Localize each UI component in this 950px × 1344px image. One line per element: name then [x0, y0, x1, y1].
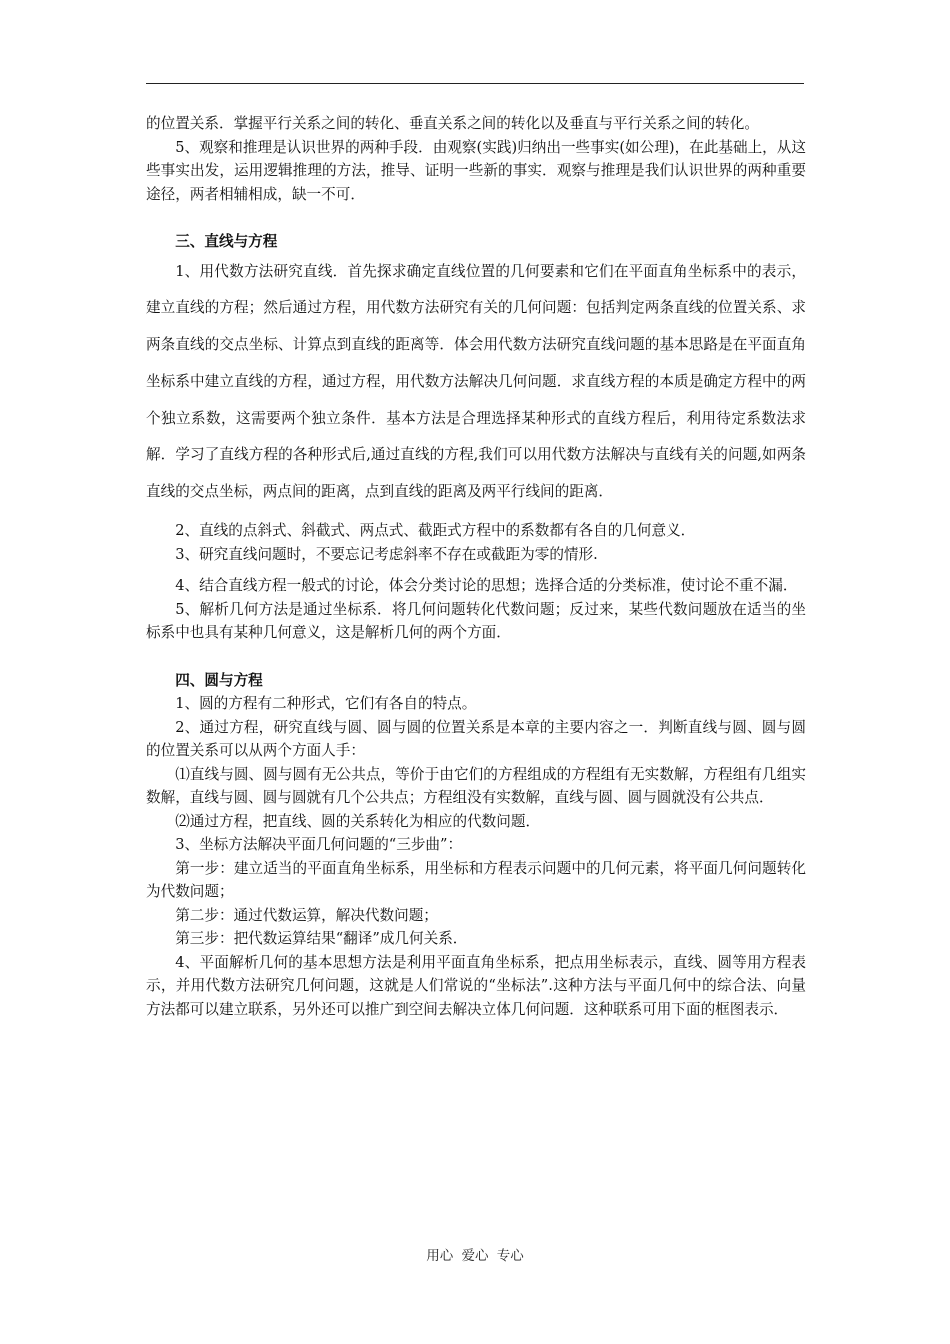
paragraph-sec4-p4: 4、平面解析几何的基本思想方法是利用平面直角坐标系，把点用坐标表示，直线、圆等用方程表示，并用代数方法研究几何问题，这就是人们常说的“坐标法”.这种方法与平面几何中的综合法、向量方法都可以建立联系，另外还可以推广到空间去解决立体几何问题．这种联系可用下面的框图表示． [146, 953, 806, 1018]
heading-line-and-equation: 三、直线与方程 [175, 233, 278, 250]
paragraph-sec4-p1: 1、圆的方程有二种形式，它们有各自的特点。 [175, 695, 477, 713]
paragraph-sec4-step1: 第一步：建立适当的平面直角坐标系，用坐标和方程表示问题中的几何元素，将平面几何问题转化为代数问题； [146, 859, 806, 901]
heading-circle-and-equation: 四、圆与方程 [175, 671, 263, 689]
paragraph-sec3-p1: 1、用代数方法研究直线．首先探求确定直线位置的几何要素和它们在平面直角坐标系中的表示，建立直线的方程；然后通过方程，用代数方法研究有关的几何问题：包括判定两条直线的位置关系、求两条直线的交点坐标、计算点到直线的距离等．体会用代数方法研究直线问题的基本思路是在平面直角坐标系中建立直线的方程，通过方程，用代数方法解决几何问题．求直线方程的本质是确定方程中的两个独立系数，这需要两个独立条件．基本方法是合理选择某种形式的直线方程后，利用待定系数法求解．学习了直线方程的各种形式后,通过直线的方程,我们可以用代数方法解决与直线有关的问题,如两条直线的交点坐标，两点间的距离，点到直线的距离及两平行线间的距离． [146, 262, 806, 501]
paragraph-sec4-p2b: ⑵通过方程，把直线、圆的关系转化为相应的代数问题． [175, 812, 541, 830]
paragraph-sec4-step3: 第三步：把代数运算结果“翻译”成几何关系． [175, 930, 468, 948]
paragraph-sec4-p2a: ⑴直线与圆、圆与圆有无公共点，等价于由它们的方程组成的方程组有无实数解，方程组有几组实数解，直线与圆、圆与圆就有几个公共点；方程组没有实数解，直线与圆、圆与圆就没有公共点． [146, 765, 806, 807]
paragraph-sec4-p2: 2、通过方程，研究直线与圆、圆与圆的位置关系是本章的主要内容之一．判断直线与圆、圆与圆的位置关系可以从两个方面人手： [146, 718, 806, 760]
paragraph-sec3-p5: 5、解析几何方法是通过坐标系．将几何问题转化代数问题；反过来，某些代数问题放在适当的坐标系中也具有某种几何意义，这是解析几何的两个方面． [146, 600, 806, 642]
paragraph-sec4-step2: 第二步：通过代数运算，解决代数问题； [175, 906, 438, 924]
paragraph-sec2-p4-cont: 的位置关系．掌握平行关系之间的转化、垂直关系之间的转化以及垂直与平行关系之间的转化。 [146, 115, 759, 132]
paragraph-sec3-p2: 2、直线的点斜式、斜截式、两点式、截距式方程中的系数都有各自的几何意义． [175, 522, 696, 540]
document-body [146, 112, 806, 1021]
paragraph-sec2-p5: 5、观察和推理是认识世界的两种手段．由观察(实践)归纳出一些事实(如公理)，在此基础上，从这些事实出发，运用逻辑推理的方法，推导、证明一些新的事实．观察与推理是我们认识世界的两种重要途径，两者相辅相成，缺一不可． [146, 138, 806, 203]
paragraph-sec3-p3: 3、研究直线问题时，不要忘记考虑斜率不存在或截距为零的情形. [175, 545, 598, 563]
paragraph-sec3-p4: 4、结合直线方程一般式的讨论，体会分类讨论的思想；选择合适的分类标准，使讨论不重不漏． [175, 577, 798, 595]
paragraph-sec4-p3: 3、坐标方法解决平面几何问题的“三步曲”： [175, 836, 463, 854]
page-footer: 用心 爱心 专心 [426, 1248, 524, 1264]
header-rule [146, 83, 804, 84]
